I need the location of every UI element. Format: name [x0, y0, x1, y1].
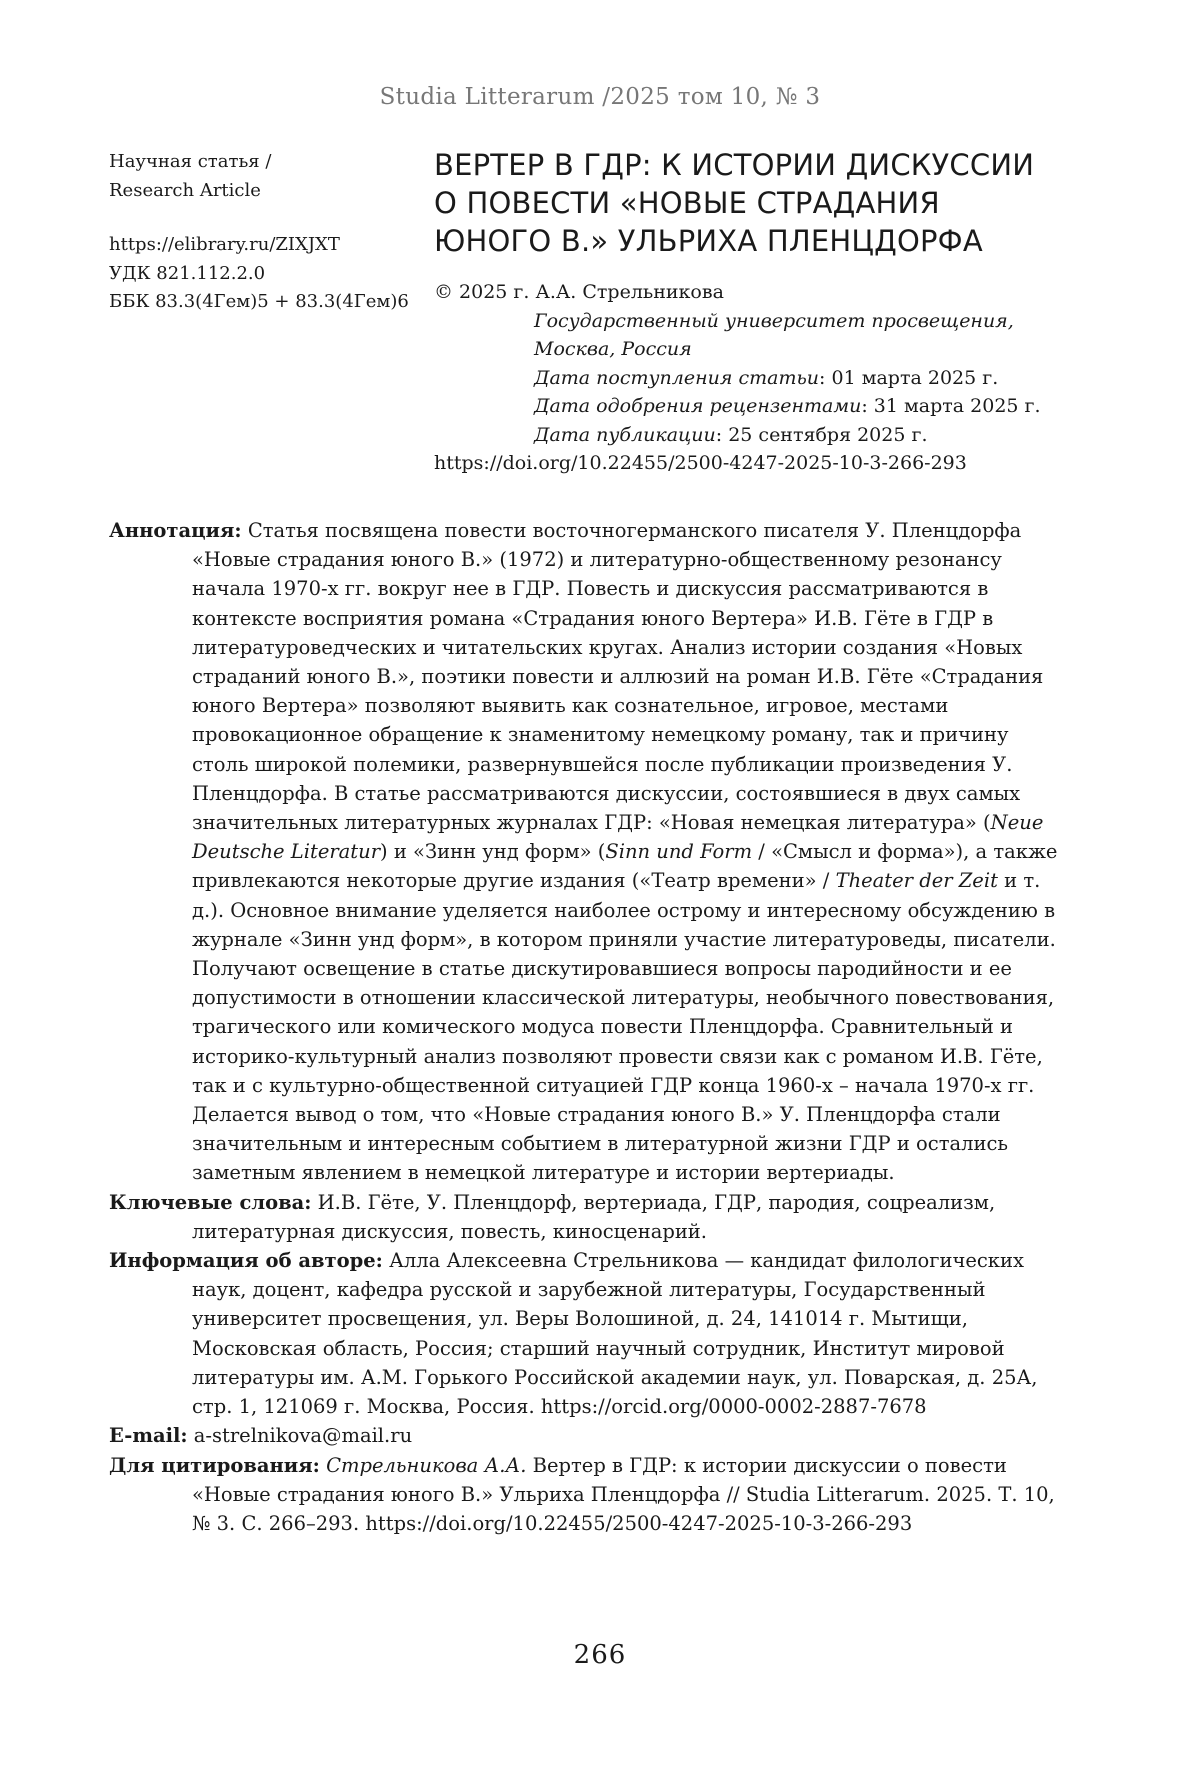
abstract-text-3: / «Смысл и форма»), а также привлекаются некоторые другие издания («Театр времени» /: [192, 840, 1058, 893]
affiliation-line-2: Москва, Россия: [534, 338, 692, 360]
affiliation-line-1: Государственный университет просвещения,: [534, 309, 1014, 332]
abstract-italic-3: Theater der Zeit: [835, 869, 998, 893]
received-date: [434, 364, 1114, 393]
abstract-italic-2: Sinn und Form: [605, 840, 753, 864]
abstract-label: Аннотация:: [109, 519, 242, 542]
abstract-text-1: Статья посвящена повести восточногерманского писателя У. Пленцдорфа «Новые страдания юного В.» (1972) и литературно-общественному резонансу начала 1970-х гг. вокруг нее в ГДР. Повесть и дискуссия рассматриваются в контексте восприятия романа «Страдания юного Вертера» И.В. Гёте в ГДР в литературоведческих и читательских кругах. Анализ истории создания «Новых страданий юного В.», поэтики повести и аллюзий на роман И.В. Гёте «Страдания юного Вертера» позволяют выявить как сознательное, игровое, местами провокационное обращение к знаменитому немецкому роману, так и причину столь широкой полемики, развернувшейся после публикации произведения У. Пленцдорфа. В статье рассматриваются дискуссии, состоявшиеся в двух самых значительных литературных журналах ГДР: «Новая немецкая литература» (: [192, 519, 1044, 835]
keywords-label: Ключевые слова:: [109, 1190, 312, 1214]
keywords-text: И.В. Гёте, У. Пленцдорф, вертериада, ГДР, пародия, соцреализм, литературная дискуссия, повесть, киносценарий.: [192, 1190, 996, 1243]
title-line-3: ЮНОГО В.» УЛЬРИХА ПЛЕНЦДОРФА: [434, 224, 983, 258]
title-line-2: О ПОВЕСТИ «НОВЫЕ СТРАДАНИЯ: [434, 186, 940, 220]
approved-label: Дата одобрения рецензентами: [534, 395, 862, 417]
published-value: : 25 сентября 2025 г.: [715, 423, 928, 446]
journal-header: Studia Litterarum /2025 том 10, № 3: [379, 84, 821, 110]
doi-link[interactable]: https://doi.org/10.22455/2500-4247-2025-10-3-266-293: [434, 452, 967, 474]
copyright-author: © 2025 г. А.А. Стрельникова: [434, 281, 724, 303]
published-date: [434, 421, 1114, 450]
published-label: Дата публикации: [534, 423, 716, 446]
udk-code: УДК 821.112.2.0: [109, 262, 266, 284]
citation-author: Стрельникова А.А.: [319, 1453, 527, 1477]
email-paragraph: [109, 1421, 1059, 1450]
author-info-text: Алла Алексеевна Стрельникова — кандидат филологических наук, доцент, кафедра русской и зарубежной литературы, Государственный университет просвещения, ул. Веры Волошиной, д. 24, 141014 г. Мытищи, Московская область, Россия; старший научный сотрудник, Институт мировой литературы им. А.М. Горького Российской академии наук, ул. Поварская, д. 25А, стр. 1, 121069 г. Москва, Россия. https://orcid.org/0000-0002-2887-7678: [192, 1249, 1038, 1419]
elibrary-link[interactable]: https://elibrary.ru/ZIXJXT: [109, 234, 340, 255]
email-label: E-mail:: [109, 1424, 188, 1448]
citation-paragraph: [109, 1451, 1059, 1539]
abstract-text-4: и т. д.). Основное внимание уделяется наиболее острому и интересному обсуждению в журнале «Зинн унд форм», в котором приняли участие литературоведы, писатели. Получают освещение в статье дискутировавшиеся вопросы пародийности и ее допустимости в отношении классической литературы, необычного повествования, трагического или комического модуса повести Пленцдорфа. Сравнительный и историко-культурный анализ позволяют провести связи как с романом И.В. Гёте, так и с культурно-общественной ситуацией ГДР конца 1960-х – начала 1970-х гг. Делается вывод о том, что «Новые страдания юного В.» У. Пленцдорфа стали значительным и интересным событием в литературной жизни ГДР и остались заметным явлением в немецкой литературе и истории вертериады.: [192, 869, 1056, 1185]
keywords-paragraph: [109, 1188, 1059, 1246]
abstract-area: [109, 516, 1059, 1538]
article-type-ru: Научная статья /: [109, 151, 272, 172]
page-number: 266: [573, 1640, 627, 1670]
abstract-text-2: ) и «Зинн унд форм» (: [380, 840, 606, 864]
author-block: [434, 278, 1114, 478]
citation-label: Для цитирования:: [109, 1453, 320, 1477]
article-title: [434, 146, 1114, 260]
abstract-paragraph: [109, 516, 1059, 1188]
article-metadata: [109, 148, 419, 317]
received-value: : 01 марта 2025 г.: [819, 366, 999, 389]
author-info-paragraph: [109, 1246, 1059, 1421]
citation-text: Вертер в ГДР: к истории дискуссии о повести «Новые страдания юного В.» Ульриха Пленцдорфа // Studia Litterarum. 2025. Т. 10, № 3. С. 266–293. https://doi.org/10.22455/2500-4247-2025-10-3-266-293: [192, 1453, 1055, 1535]
bbk-code: ББК 83.3(4Гем)5 + 83.3(4Гем)6: [109, 291, 409, 312]
email-link[interactable]: a-strelnikova@mail.ru: [187, 1424, 413, 1448]
abstract-italic-1: Neue Deutsche Literatur: [192, 811, 1044, 864]
approved-date: [434, 392, 1114, 421]
approved-value: : 31 марта 2025 г.: [861, 395, 1041, 417]
article-type-en: Research Article: [109, 179, 261, 201]
received-label: Дата поступления статьи: [534, 366, 820, 389]
author-info-label: Информация об авторе:: [109, 1249, 383, 1273]
title-line-1: ВЕРТЕР В ГДР: К ИСТОРИИ ДИСКУССИИ: [434, 148, 1035, 182]
